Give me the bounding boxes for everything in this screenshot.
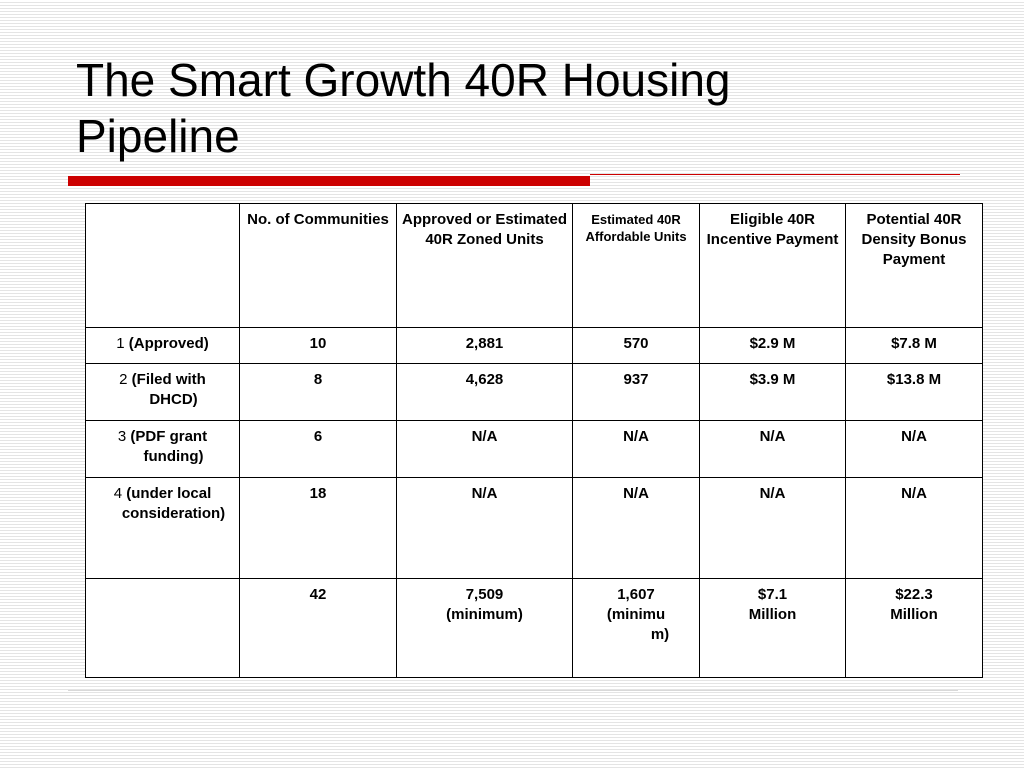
cell-communities: 6 (240, 421, 397, 478)
table-row (86, 421, 983, 478)
total-incentive-unit: Million (748, 606, 797, 623)
total-incentive-value: $7.1 (757, 586, 788, 603)
row-label (86, 478, 240, 579)
row-status-cont: funding) (143, 448, 204, 465)
cell-bonus: $13.8 M (846, 364, 983, 421)
title-line-2: Pipeline (76, 110, 240, 162)
slide-title (76, 52, 956, 164)
row-label (86, 421, 240, 478)
row-status-cont: consideration) (121, 505, 226, 522)
cell-communities: 18 (240, 478, 397, 579)
table-row (86, 328, 983, 364)
row-label (86, 328, 240, 364)
header-row (86, 204, 983, 328)
cell-communities: 10 (240, 328, 397, 364)
cell-units: 4,628 (397, 364, 573, 421)
row-status: (PDF grant (130, 428, 208, 445)
header-incentive-payment: Eligible 40R Incentive Payment (700, 204, 846, 328)
cell-bonus: N/A (846, 478, 983, 579)
total-units-note: (minimum) (446, 606, 523, 623)
total-bonus-value: $22.3 (895, 586, 933, 603)
row-status: (under local (126, 485, 212, 502)
row-status-cont: DHCD) (149, 391, 198, 408)
cell-affordable: N/A (573, 421, 700, 478)
pipeline-table (85, 203, 983, 678)
row-status: (Filed with (131, 371, 206, 388)
cell-affordable: 570 (573, 328, 700, 364)
cell-communities: 8 (240, 364, 397, 421)
header-blank (86, 204, 240, 328)
total-communities: 42 (240, 579, 397, 678)
cell-bonus: $7.8 M (846, 328, 983, 364)
total-affordable (573, 579, 700, 678)
header-affordable-units: Estimated 40R Affordable Units (573, 204, 700, 328)
row-number: 1 (116, 335, 125, 352)
totals-label (86, 579, 240, 678)
row-label (86, 364, 240, 421)
cell-incentive: $3.9 M (700, 364, 846, 421)
cell-units: N/A (397, 478, 573, 579)
total-units (397, 579, 573, 678)
total-affordable-note-1: (minimu (606, 606, 666, 623)
row-number: 3 (117, 428, 127, 445)
total-units-value: 7,509 (465, 586, 504, 603)
total-affordable-note-2: m) (650, 626, 670, 643)
total-bonus-unit: Million (890, 606, 938, 623)
cell-incentive: N/A (700, 421, 846, 478)
cell-incentive: N/A (700, 478, 846, 579)
title-line-1: The Smart Growth 40R Housing (76, 54, 731, 106)
header-density-bonus: Potential 40R Density Bonus Payment (846, 204, 983, 328)
row-number: 2 (119, 371, 128, 388)
title-underline-thick (68, 176, 590, 186)
cell-incentive: $2.9 M (700, 328, 846, 364)
table-row (86, 478, 983, 579)
cell-bonus: N/A (846, 421, 983, 478)
cell-units: 2,881 (397, 328, 573, 364)
cell-affordable: N/A (573, 478, 700, 579)
footer-rule (68, 690, 958, 691)
cell-affordable: 937 (573, 364, 700, 421)
header-zoned-units: Approved or Estimated 40R Zoned Units (397, 204, 573, 328)
total-affordable-value: 1,607 (617, 586, 655, 603)
table-row (86, 364, 983, 421)
total-bonus (846, 579, 983, 678)
total-incentive (700, 579, 846, 678)
totals-row (86, 579, 983, 678)
header-communities: No. of Communities (240, 204, 397, 328)
row-number: 4 (113, 485, 123, 502)
title-underline-thin (590, 174, 960, 175)
cell-units: N/A (397, 421, 573, 478)
row-status: (Approved) (128, 335, 209, 352)
